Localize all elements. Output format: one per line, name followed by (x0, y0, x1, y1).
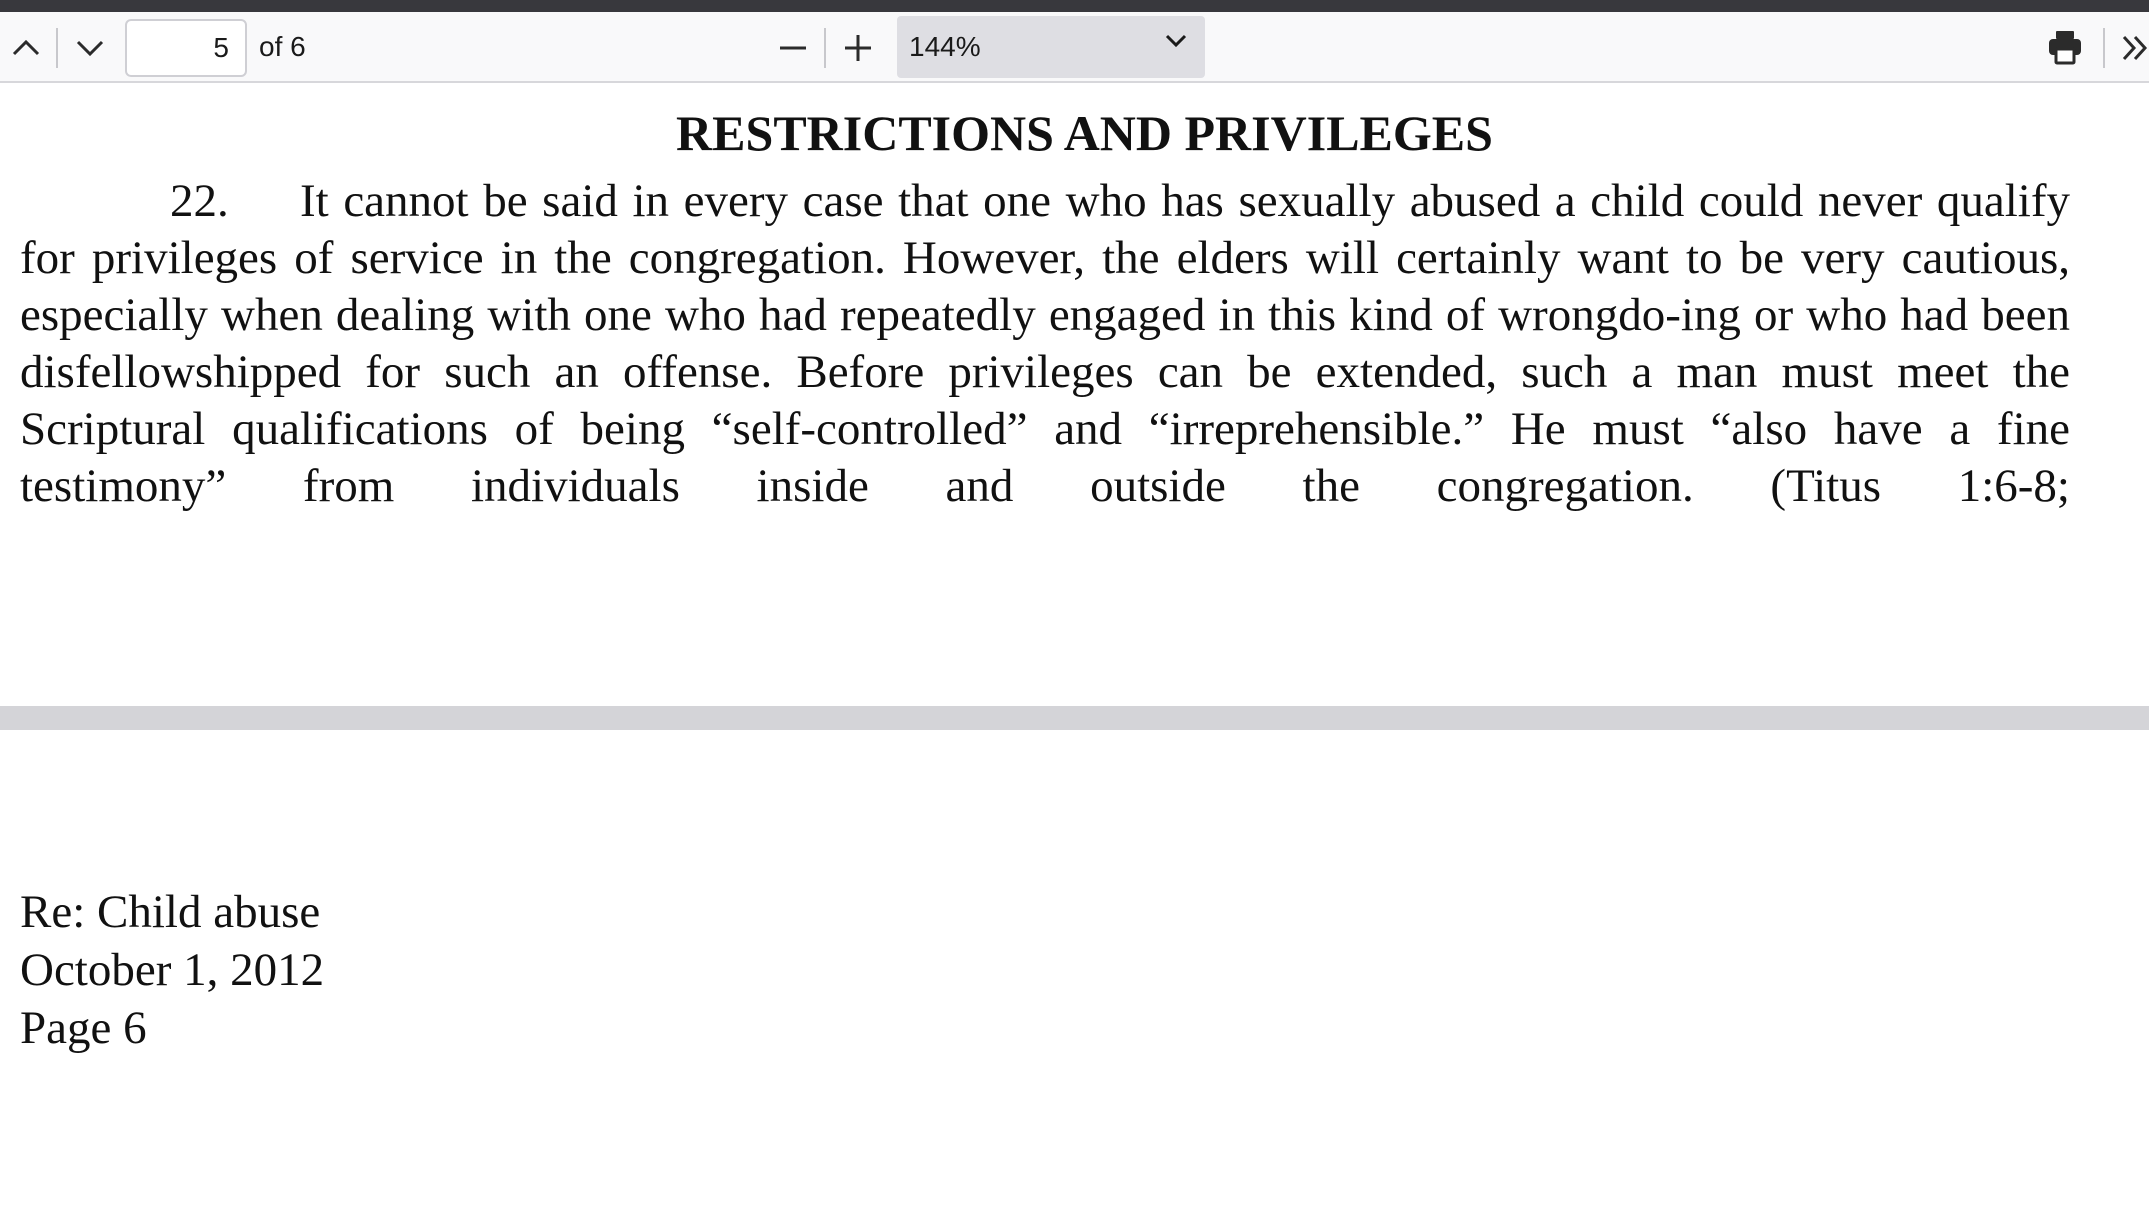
double-chevron-right-icon (2118, 33, 2149, 63)
zoom-in-button[interactable] (838, 26, 878, 70)
zoom-value: 144% (909, 31, 981, 62)
window-top-bar (0, 0, 2149, 12)
paragraph-text: It cannot be said in every case that one who has sexually abused a child could never qualify for privileges of service in the congregation. However, the elders will certainly want to be very cautious, especially when dealing with one who had repeatedly engaged in this kind of wrongdo-ing or who had been disfellowshipped for such an offense. Before privileges can be extended, such a man must meet the Scriptural qualifications of being “self-controlled” and “irreprehensible.” He must “also have a fine testimony” from individuals inside and outside the congregation. (Titus 1:6-8; (20, 175, 2070, 512)
minus-icon (778, 33, 808, 63)
section-heading: RESTRICTIONS AND PRIVILEGES (676, 105, 1493, 161)
plus-icon (843, 33, 873, 63)
paragraph-22 (20, 173, 2070, 515)
chevron-up-icon (11, 38, 41, 58)
next-page-button[interactable] (70, 26, 110, 70)
chevron-down-icon (75, 38, 105, 58)
page-number-input[interactable] (125, 19, 247, 77)
chevron-down-icon (1165, 34, 1187, 48)
toolbar-separator (56, 28, 58, 68)
zoom-select[interactable] (897, 16, 1205, 78)
previous-page-button[interactable] (6, 26, 46, 70)
zoom-out-button[interactable] (774, 26, 812, 70)
printer-icon (2048, 29, 2082, 65)
document-viewer[interactable] (0, 83, 2149, 1223)
page-separator (0, 706, 2149, 730)
print-button[interactable] (2044, 24, 2086, 70)
toolbar-separator (2103, 28, 2105, 68)
header-date: October 1, 2012 (20, 944, 325, 996)
paragraph-number: 22. (170, 175, 229, 227)
pdf-toolbar (0, 12, 2149, 83)
header-subject: Re: Child abuse (20, 886, 321, 938)
header-page: Page 6 (20, 1002, 147, 1054)
page-count-label: of 6 (259, 31, 306, 62)
next-page-header (20, 883, 324, 1057)
more-tools-button[interactable] (2118, 26, 2149, 70)
toolbar-separator (824, 28, 826, 68)
